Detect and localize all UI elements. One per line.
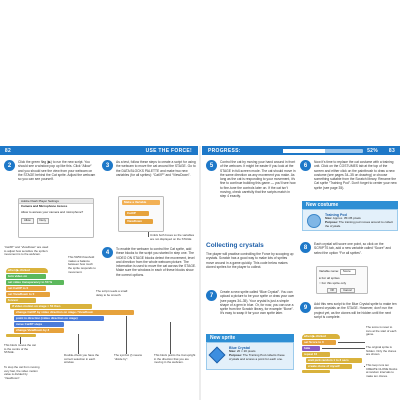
costume-purpose-label: Purpose: — [325, 219, 339, 224]
scope-option-this-label: For this sprite only — [321, 281, 347, 286]
annotation-line — [338, 342, 365, 343]
clone-loop-note: This loop runs ten CREATE CLONE blocks at random intervals to make ten clones. — [366, 363, 398, 379]
annotation-line — [20, 337, 21, 344]
annotation-line — [364, 366, 365, 367]
training-pod-icon — [307, 214, 321, 228]
step-3-text: As a test, follow these steps to create a script for using the webcam to move the cat around the STAGE. Go to the DATA BLOCKS PALETTE and make two new variables (for all sprites): “CatXP” and “ViewDown”. — [116, 160, 196, 177]
progress-percent: 52% — [367, 147, 378, 154]
scope-option-this[interactable]: ○ For this sprite only — [319, 281, 347, 286]
step-3-badge: 3 — [102, 160, 113, 171]
step-8-text: Each crystal will score one point, so click on the SCRIPTS tab, add a new variable called “Score” and select the option “For all sprites”. — [314, 242, 391, 255]
new-costume-box — [302, 209, 398, 231]
collecting-crystals-body: The player will practise controlling the Force by scooping up crystals. Scratch has a good way to make lots of sprites move around in a game quickly. This code below makes cloned sprites for the player to collect. — [206, 252, 294, 269]
script-block[interactable]: when ▶ clicked — [302, 334, 340, 339]
costume-purpose-value: The training pod moves around to collect the crystals. — [325, 219, 393, 228]
costume-title: Training Pod — [325, 213, 347, 217]
score-reset-note: The score is reset to zero at the start of each game. — [366, 325, 397, 337]
new-variable-dialog — [316, 266, 368, 294]
script-block[interactable]: change CatXP by video direction on stage / ViewDown — [14, 310, 134, 315]
script-end — [6, 334, 36, 337]
script-block[interactable]: set Score to 0 — [302, 340, 336, 345]
variable-viewdown[interactable]: ViewDown — [125, 219, 153, 224]
flash-settings-dialog — [18, 198, 94, 238]
script-block[interactable]: turn video on — [6, 274, 46, 279]
dialog-heading: Camera and Microphone Access — [21, 204, 68, 208]
stop-bar-note: To stop the cat from moving very fast, the video motion value is divided by “ViewDown”. — [4, 365, 40, 381]
new-sprite-details — [229, 346, 293, 361]
script-block[interactable]: hide — [302, 346, 320, 351]
snap-right-note: This block points the Cat upright in the direction that you are moving in the webcam. — [154, 353, 196, 365]
double-check-note: Double-check you have the correct selection in each window. — [64, 353, 100, 365]
script-block[interactable]: point in direction (video direction on stage) — [14, 316, 104, 321]
script-block[interactable]: set video transparency to 50 % — [6, 280, 64, 285]
left-page-title: USE THE FORCE! — [145, 147, 192, 154]
step-9-text: Add this new script to the Blue Crystal sprite to make ten cloned crystals on the STAGE. However, don’t run the project yet, as the clones will be hidden until the next script is complete. — [314, 302, 397, 319]
script-block[interactable]: move CatXP steps — [14, 322, 64, 327]
collecting-crystals-title: Collecting crystals — [206, 242, 264, 249]
script-block[interactable]: repeat 10 — [302, 352, 330, 357]
step-2-text: Click the green flag (▶) to run the new script. You should see a window pop up like this. Click “Allow” and you should see the view from your webcam on the STAGE behind the Cat sprite. Adjust the webcam so you can see yourself. — [18, 160, 96, 182]
variables-note: Untick both boxes so the variables are not displayed on the STAGE. — [150, 233, 195, 241]
dialog-body: Allow to access your camera and microphone? — [21, 209, 84, 214]
allow-button[interactable]: Allow — [21, 218, 34, 224]
right-page-number: 83 — [388, 147, 396, 154]
sprite-purpose-line — [229, 354, 293, 362]
script-block[interactable]: set ViewDown to 0 — [6, 292, 50, 297]
progress-bar-fill — [283, 149, 325, 153]
script-block[interactable]: set CatXP to 0 — [6, 286, 46, 291]
blue-crystal-icon — [209, 347, 226, 364]
make-variable-button[interactable]: Make a Variable — [122, 200, 160, 205]
variable-catxp[interactable]: CatXP — [125, 211, 149, 216]
step-4-text: To enable the webcam to control the Cat sprite, add these blocks to the script you started in step one. The VIDEO ON STAGE blocks detect the movement, level and direction from the whole webcam picture. The information is used to move the cat across the STAGE. Make sure the windows in each of these blocks show the correct options. — [116, 247, 197, 277]
variable-name-label: Variable name: — [319, 269, 339, 273]
snap-left-note: This block moves the cat to the centre of the STAGE. — [4, 343, 36, 355]
sprite-purpose-value: The Training Pod collects these crystals and scores a point for each one. — [229, 352, 285, 361]
new-sprite-box — [206, 342, 294, 370]
sprite-size-label: Size: — [229, 349, 237, 353]
script-block[interactable]: if video motion on stage > 50 then — [10, 304, 92, 309]
divide-note: The symbol (/) means “divide by”. — [114, 353, 142, 361]
step-7-badge: 7 — [206, 290, 217, 301]
page-gutter — [199, 146, 201, 400]
step-5-text: Control the cat by moving your hand around in front of the webcam. It might be easier if you look at the STAGE in full-screen mode. The cat should move in the same direction as any movement you make. As long as the cat is responding to your movement, it’s fine to continue building this game — you’ll see how to fine-tune the controls later on. If the cat isn’t moving, check carefully that the scripts match in step 4 exactly. — [220, 160, 296, 199]
step-4-badge: 4 — [102, 247, 113, 258]
annotation-line — [148, 232, 149, 237]
scope-option-all-label: For all sprites — [321, 275, 340, 280]
costume-size-label: Size: — [325, 216, 333, 220]
right-page-header — [202, 146, 400, 155]
annotation-line — [322, 348, 365, 349]
dialog-options — [19, 215, 93, 225]
progress-bar — [283, 149, 363, 153]
ok-button[interactable]: OK — [327, 288, 337, 294]
script-block[interactable]: forever — [6, 298, 36, 303]
sprite-purpose-label: Purpose: — [229, 352, 243, 357]
step-8-badge: 8 — [300, 242, 311, 253]
sprite-title: Blue Crystal — [229, 346, 250, 350]
script-block[interactable]: when ▶ clicked — [6, 268, 48, 273]
script-block[interactable]: wait pick random 1 to 3 secs — [306, 358, 362, 363]
annotation-line — [170, 322, 171, 354]
turn-note: The script needs a small delay to be smooth. — [96, 289, 128, 297]
new-sprite-heading: New sprite — [206, 334, 294, 342]
dialog-buttons — [317, 287, 367, 295]
variable-name-row — [317, 267, 367, 276]
hide-note: The original sprite is hidden. Only the clones are shown. — [366, 345, 397, 357]
threshold-note: This 50/50 threshold makes a balance between how much the sprite responds to movement. — [68, 255, 96, 274]
script-block[interactable]: change ViewDown by 3 — [14, 328, 64, 333]
costume-size-value: Approx. 35×35 pixels — [332, 216, 361, 220]
new-costume-heading: New costume — [302, 201, 398, 209]
step-9-badge: 9 — [300, 302, 311, 313]
script-end — [302, 370, 330, 373]
deny-button[interactable]: Deny — [37, 218, 50, 224]
left-page-header — [0, 146, 198, 155]
annotation-line — [126, 316, 127, 354]
step-6-text: Now it’s time to replace the cat costume with a training unit. Click on the COSTUMES tab at the top of the screen and either click on the paintbrush to draw a new costume (see pages 34–35 on drawing) or choose something suitable from the Scratch library. Rename the Cat sprite “Training Pod”. Don’t forget to center your new sprite (see page 35). — [314, 160, 397, 190]
dialog-title: Adobe Flash Player Settings — [19, 199, 93, 204]
costume-purpose-line — [325, 221, 397, 229]
variables-panel — [118, 196, 164, 232]
cancel-button[interactable]: Cancel — [340, 288, 355, 294]
tip-variables: “CatXP” and “ViewDown” are used to adjust how sensitive the sprite’s movement is to the webcam. — [4, 245, 49, 257]
script-block[interactable]: create clone of myself — [306, 364, 352, 369]
step-5-badge: 5 — [206, 160, 217, 171]
annotation-line — [78, 334, 79, 354]
left-page-number: 82 — [4, 147, 12, 154]
step-2-badge: 2 — [4, 160, 15, 171]
scope-option-all[interactable]: ● For all sprites — [319, 275, 340, 280]
new-costume-details — [325, 213, 397, 228]
step-6-badge: 6 — [300, 160, 311, 171]
variable-name-input[interactable]: Score — [340, 269, 356, 275]
step-7-text: Create a new sprite called “Blue Crystal”. You can upload a picture to be your sprite or draw your own (see pages 34–35). Your crystal is just a simple shape of a gem in blue. Or, for now, you can use a sprite from the Scratch library, for example “Bone”. It’s easy to swap it for your own sprite later. — [220, 290, 295, 316]
sprite-size-value: 20 × 20 pixels — [236, 349, 256, 353]
progress-label: PROGRESS: — [208, 147, 241, 154]
